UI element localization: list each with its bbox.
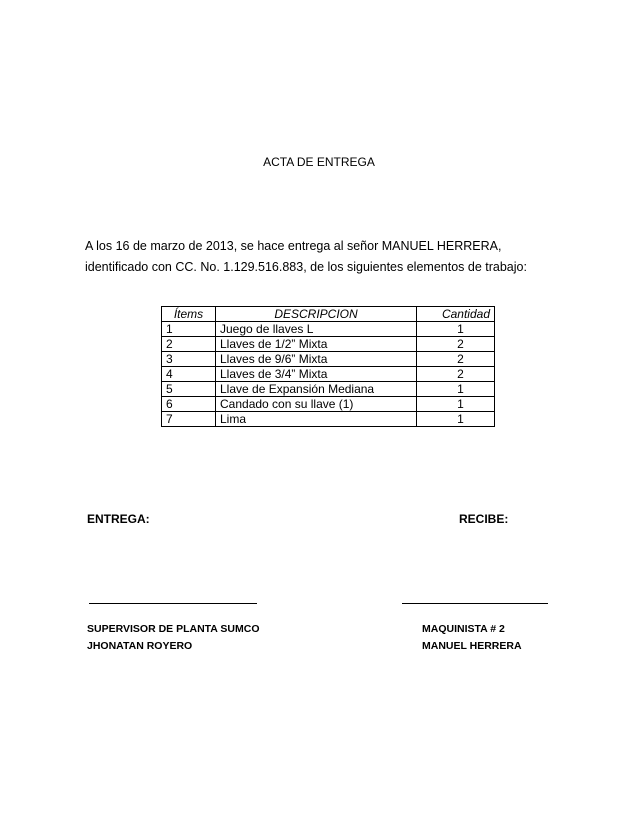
signature-line-right: [402, 603, 548, 604]
row-quantity: 1: [417, 397, 495, 412]
row-quantity: 2: [417, 337, 495, 352]
table-row: [162, 352, 495, 367]
row-description: Llaves de 9/6” Mixta: [216, 352, 417, 367]
right-signer-name: MANUEL HERRERA: [422, 640, 522, 652]
row-description: Juego de llaves L: [216, 322, 417, 337]
left-signer-role: SUPERVISOR DE PLANTA SUMCO: [87, 623, 260, 635]
header-cantidad: Cantidad: [417, 307, 495, 322]
recibe-label: RECIBE:: [459, 512, 509, 526]
row-item-number: 4: [162, 367, 216, 382]
row-item-number: 6: [162, 397, 216, 412]
signature-block-right: [422, 621, 522, 655]
paragraph-line-2: identificado con CC. No. 1.129.516.883, de los siguientes elementos de trabajo:: [85, 260, 527, 274]
row-quantity: 1: [417, 382, 495, 397]
row-item-number: 5: [162, 382, 216, 397]
row-description: Lima: [216, 412, 417, 427]
row-item-number: 2: [162, 337, 216, 352]
table-row: [162, 397, 495, 412]
row-item-number: 1: [162, 322, 216, 337]
document-title: ACTA DE ENTREGA: [263, 155, 375, 169]
row-quantity: 2: [417, 367, 495, 382]
entrega-label: ENTREGA:: [87, 512, 150, 526]
row-description: Candado con su llave (1): [216, 397, 417, 412]
row-description: Llaves de 3/4” Mixta: [216, 367, 417, 382]
table-row: [162, 322, 495, 337]
signature-line-left: [89, 603, 257, 604]
row-item-number: 7: [162, 412, 216, 427]
table-row: [162, 412, 495, 427]
header-descripcion: DESCRIPCION: [216, 307, 417, 322]
row-quantity: 2: [417, 352, 495, 367]
header-items: Ítems: [162, 307, 216, 322]
items-table: [161, 306, 495, 427]
signature-block-left: [87, 621, 260, 655]
paragraph-line-1: A los 16 de marzo de 2013, se hace entrega al señor MANUEL HERRERA,: [85, 239, 502, 253]
table-row: [162, 367, 495, 382]
table-row: [162, 337, 495, 352]
table-header-row: [162, 307, 495, 322]
row-description: Llave de Expansión Mediana: [216, 382, 417, 397]
table-row: [162, 382, 495, 397]
row-description: Llaves de 1/2” Mixta: [216, 337, 417, 352]
row-quantity: 1: [417, 322, 495, 337]
left-signer-name: JHONATAN ROYERO: [87, 640, 193, 652]
row-quantity: 1: [417, 412, 495, 427]
right-signer-role: MAQUINISTA # 2: [422, 623, 505, 635]
row-item-number: 3: [162, 352, 216, 367]
